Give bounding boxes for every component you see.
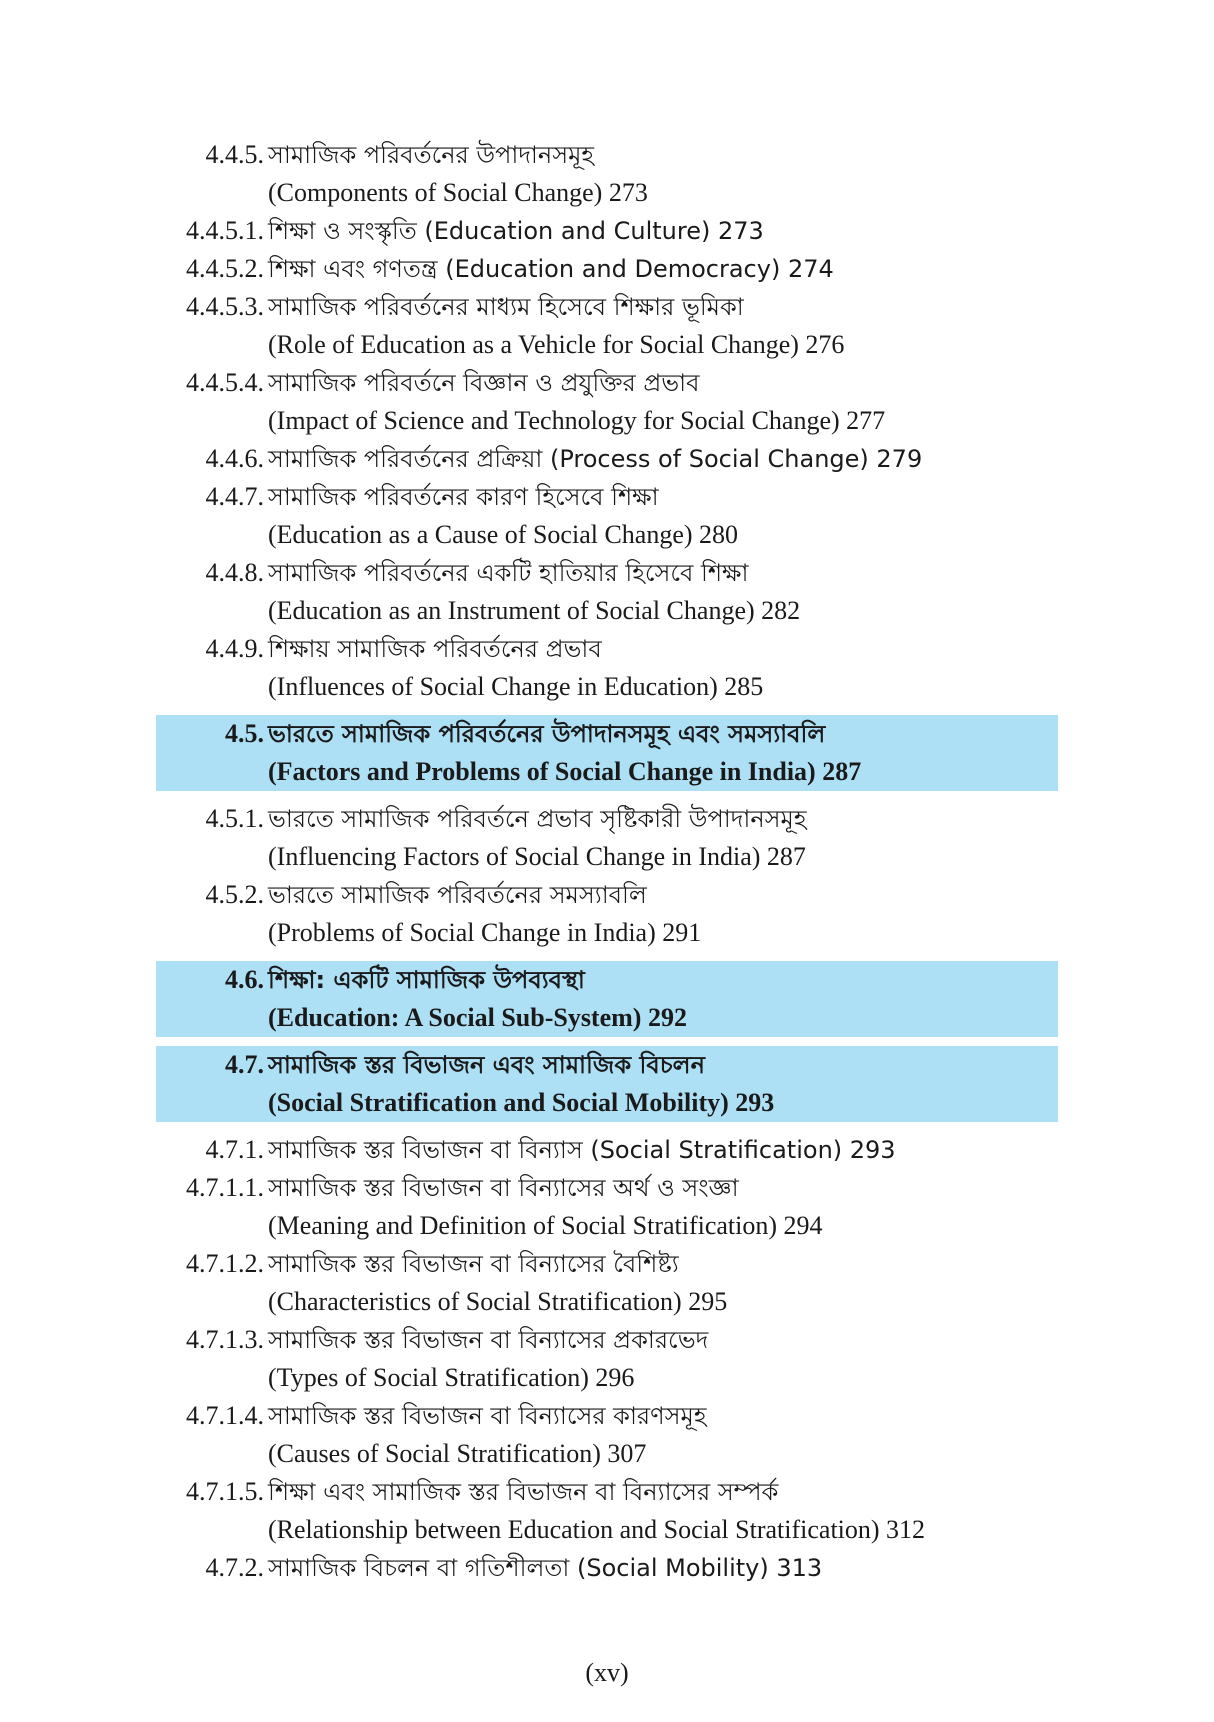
toc-entry-line: সামাজিক স্তর বিভাজন বা বিন্যাসের অর্থ ও সংজ্ঞা [268,1174,739,1202]
toc-entry [0,876,1214,952]
toc-entry [0,212,1214,250]
toc-entry-number: 4.7.1.4. [186,1401,264,1430]
toc-entry-line: ভারতে সামাজিক পরিবর্তনে প্রভাব সৃষ্টিকারী উপাদানসমূহ [268,805,807,833]
toc-entry-line: (Education as an Instrument of Social Change) 282 [268,596,801,625]
toc-entry-number: 4.4.5. [205,140,264,169]
toc-entry-number: 4.4.5.1. [186,216,264,245]
toc-entry-text [268,554,1068,630]
toc-entry-number: 4.4.5.3. [186,292,264,321]
toc-entry-text [268,288,1068,364]
table-of-contents [0,136,1214,1587]
toc-entry-line: সামাজিক স্তর বিভাজন এবং সামাজিক বিচলন [268,1051,705,1079]
toc-entry-text [268,1245,1068,1321]
toc-entry [0,800,1214,876]
toc-entry-line: (Influencing Factors of Social Change in India) 287 [268,842,806,871]
toc-entry-number: 4.7.1.5. [186,1477,264,1506]
toc-entry-line: (Problems of Social Change in India) 291 [268,918,702,947]
toc-entry [0,630,1214,706]
toc-entry [0,364,1214,440]
toc-entry-line: সামাজিক স্তর বিভাজন বা বিন্যাসের প্রকারভেদ [268,1326,709,1354]
toc-entry-line: ভারতে সামাজিক পরিবর্তনের উপাদানসমূহ এবং সমস্যাবলি [268,720,826,748]
toc-entry-text [268,136,1068,212]
toc-entry [0,1169,1214,1245]
toc-entry-line: (Influences of Social Change in Education) 285 [268,672,764,701]
toc-entry-line: (Social Stratification and Social Mobility) 293 [268,1088,775,1117]
toc-entry [0,478,1214,554]
toc-entry-number: 4.6. [225,965,264,994]
toc-entry-line: (Meaning and Definition of Social Stratification) 294 [268,1211,823,1240]
toc-entry-text [268,1549,1068,1587]
toc-entry-number: 4.7.2. [205,1553,264,1582]
toc-entry-text [268,715,1068,791]
toc-entry [0,136,1214,212]
toc-entry-text [268,800,1068,876]
toc-entry-line: শিক্ষা এবং সামাজিক স্তর বিভাজন বা বিন্যাসের সম্পর্ক [268,1478,779,1506]
toc-entry-line: সামাজিক স্তর বিভাজন বা বিন্যাস (Social Stratification) 293 [268,1136,896,1164]
toc-entry [0,1397,1214,1473]
toc-entry-line: শিক্ষায় সামাজিক পরিবর্তনের প্রভাব [268,635,602,663]
toc-entry [0,1321,1214,1397]
toc-entry [0,250,1214,288]
toc-entry-line: সামাজিক পরিবর্তনের প্রক্রিয়া (Process of Social Change) 279 [268,445,923,473]
toc-entry-line: সামাজিক স্তর বিভাজন বা বিন্যাসের কারণসমূহ [268,1402,707,1430]
toc-entry [0,1245,1214,1321]
toc-entry-text [268,1169,1068,1245]
toc-section-heading [156,715,1058,791]
toc-entry-text [268,961,1068,1037]
toc-entry-number: 4.5. [225,719,264,748]
toc-entry-line: সামাজিক পরিবর্তনের একটি হাতিয়ার হিসেবে শিক্ষা [268,559,749,587]
toc-entry-line: শিক্ষা: একটি সামাজিক উপব্যবস্থা [268,966,585,994]
toc-entry-line: সামাজিক স্তর বিভাজন বা বিন্যাসের বৈশিষ্ট্য [268,1250,679,1278]
toc-entry-number: 4.7.1.1. [186,1173,264,1202]
toc-entry-text [268,1131,1068,1169]
toc-entry-line: (Education: A Social Sub-System) 292 [268,1003,687,1032]
toc-entry-line: (Components of Social Change) 273 [268,178,648,207]
toc-entry-text [268,1046,1068,1122]
toc-entry-line: (Relationship between Education and Social Stratification) 312 [268,1515,926,1544]
toc-entry-number: 4.7. [225,1050,264,1079]
toc-entry-text [268,1397,1068,1473]
toc-entry-number: 4.5.2. [205,880,264,909]
toc-entry-line: (Factors and Problems of Social Change in India) 287 [268,757,862,786]
toc-entry-number: 4.5.1. [205,804,264,833]
toc-entry-number: 4.4.7. [205,482,264,511]
toc-entry-line: (Education as a Cause of Social Change) 280 [268,520,739,549]
toc-entry [0,288,1214,364]
page-number: (xv) [585,1658,629,1687]
toc-entry [0,1549,1214,1587]
toc-entry-line: (Characteristics of Social Stratification) 295 [268,1287,728,1316]
toc-section-heading [156,1046,1058,1122]
toc-entry-number: 4.4.5.4. [186,368,264,397]
toc-entry-line: (Impact of Science and Technology for Social Change) 277 [268,406,886,435]
toc-entry-line: ভারতে সামাজিক পরিবর্তনের সমস্যাবলি [268,881,647,909]
toc-entry-text [268,1473,1068,1549]
toc-entry-text [268,630,1068,706]
toc-entry [0,1473,1214,1549]
toc-entry-number: 4.7.1. [205,1135,264,1164]
toc-entry-text [268,212,1068,250]
toc-entry-line: শিক্ষা ও সংস্কৃতি (Education and Culture) 273 [268,217,764,245]
toc-entry-number: 4.7.1.2. [186,1249,264,1278]
toc-entry-text [268,250,1068,288]
toc-entry-line: (Causes of Social Stratification) 307 [268,1439,647,1468]
toc-entry-line: সামাজিক পরিবর্তনের মাধ্যম হিসেবে শিক্ষার ভূমিকা [268,293,744,321]
toc-entry-text [268,440,1068,478]
toc-entry-line: সামাজিক পরিবর্তনের উপাদানসমূহ [268,141,595,169]
toc-entry-number: 4.7.1.3. [186,1325,264,1354]
toc-entry-line: সামাজিক বিচলন বা গতিশীলতা (Social Mobility) 313 [268,1554,823,1582]
toc-entry-text [268,364,1068,440]
toc-entry-line: সামাজিক পরিবর্তনে বিজ্ঞান ও প্রযুক্তির প্রভাব [268,369,700,397]
toc-entry [0,1131,1214,1169]
toc-entry-line: (Types of Social Stratification) 296 [268,1363,635,1392]
toc-entry-text [268,876,1068,952]
toc-entry-text [268,1321,1068,1397]
toc-entry-text [268,478,1068,554]
toc-entry-line: শিক্ষা এবং গণতন্ত্র (Education and Democracy) 274 [268,255,834,283]
toc-entry [0,440,1214,478]
toc-entry-number: 4.4.8. [205,558,264,587]
toc-entry [0,554,1214,630]
toc-entry-line: (Role of Education as a Vehicle for Social Change) 276 [268,330,845,359]
toc-entry-line: সামাজিক পরিবর্তনের কারণ হিসেবে শিক্ষা [268,483,659,511]
toc-entry-number: 4.4.6. [205,444,264,473]
toc-entry-number: 4.4.5.2. [186,254,264,283]
toc-section-heading [156,961,1058,1037]
toc-entry-number: 4.4.9. [205,634,264,663]
